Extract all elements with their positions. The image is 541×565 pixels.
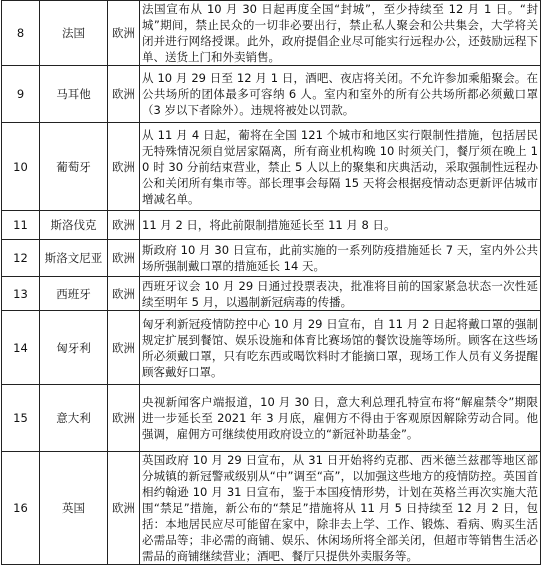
region-name: 欧洲 xyxy=(108,452,140,565)
row-number: 8 xyxy=(2,1,40,66)
table-row xyxy=(2,385,541,452)
table-row xyxy=(2,240,541,277)
country-name: 匈牙利 xyxy=(40,311,108,385)
country-name: 斯洛文尼亚 xyxy=(40,240,108,277)
country-name: 马耳他 xyxy=(40,66,108,123)
measure-description: 11 月 2 日，将此前限制措施延长至 11 月 8 日。 xyxy=(140,211,541,240)
country-name: 葡萄牙 xyxy=(40,123,108,211)
row-number: 10 xyxy=(2,123,40,211)
region-name: 欧洲 xyxy=(108,277,140,311)
row-number: 11 xyxy=(2,211,40,240)
country-name: 西班牙 xyxy=(40,277,108,311)
measure-description: 从 11 月 4 日起，葡将在全国 121 个城市和地区实行限制性措施，包括居民无特殊情况须自觉居家隔离，所有商业机构晚 10 时须关门，餐厅须在晚上 10 时 30 分前结束营业，禁止 5 人以上的聚集和庆典活动，采取强制性远程办公和关闭所有集市等。部长理事会每隔 15 天将会根据疫情动态更新评估城市增减名单。 xyxy=(140,123,541,211)
region-name: 欧洲 xyxy=(108,240,140,277)
row-number: 15 xyxy=(2,385,40,452)
measure-description: 法国宣布从 10 月 30 日起再度全国“封城”，至少持续至 12 月 1 日。“封城”期间，禁止民众的一切非必要出行，禁止私人聚会和公共集会，大学将关闭并进行网络授课。此外，政府提倡企业尽可能实行远程办公，还鼓励远程下单、送货上门和外卖销售。 xyxy=(140,1,541,66)
row-number: 13 xyxy=(2,277,40,311)
table-row xyxy=(2,311,541,385)
measure-description: 斯政府 10 月 30 日宣布，此前实施的一系列防疫措施延长 7 天，室内外公共场所强制戴口罩的措施延长 14 天。 xyxy=(140,240,541,277)
table-row xyxy=(2,1,541,66)
measure-description: 从 10 月 29 日至 12 月 1 日，酒吧、夜店将关闭。不允许参加乘船聚会。在公共场所的团体最多可容纳 6 人。室内和室外的所有公共场所都必须戴口罩（3 岁以下者除外）。违规将被处以罚款。 xyxy=(140,66,541,123)
region-name: 欧洲 xyxy=(108,385,140,452)
measure-description: 匈牙利新冠疫情防控中心 10 月 29 日宣布，自 11 月 2 日起将戴口罩的强制规定扩展到餐馆、娱乐设施和体育比赛场馆的餐饮设施等场所。顾客在这些场所必须戴口罩，只有吃东西或喝饮料时才能摘口罩，现场工作人员有义务提醒顾客戴好口罩。 xyxy=(140,311,541,385)
measures-table xyxy=(1,0,541,565)
region-name: 欧洲 xyxy=(108,1,140,66)
country-name: 斯洛伐克 xyxy=(40,211,108,240)
country-name: 法国 xyxy=(40,1,108,66)
table-row xyxy=(2,277,541,311)
region-name: 欧洲 xyxy=(108,211,140,240)
row-number: 14 xyxy=(2,311,40,385)
table-row xyxy=(2,66,541,123)
measure-description: 央视新闻客户端报道，10 月 30 日，意大利总理孔特宣布将“解雇禁令”期限进一步延长至 2021 年 3 月底，雇佣方不得由于客观原因解除劳动合同。他强调，雇佣方可继续使用政府设立的“新冠补助基金”。 xyxy=(140,385,541,452)
row-number: 16 xyxy=(2,452,40,565)
table-row xyxy=(2,452,541,565)
table-row xyxy=(2,123,541,211)
country-name: 英国 xyxy=(40,452,108,565)
region-name: 欧洲 xyxy=(108,311,140,385)
country-name: 意大利 xyxy=(40,385,108,452)
row-number: 9 xyxy=(2,66,40,123)
table-row xyxy=(2,211,541,240)
row-number: 12 xyxy=(2,240,40,277)
region-name: 欧洲 xyxy=(108,123,140,211)
measure-description: 西班牙议会 10 月 29 日通过投票表决，批准将目前的国家紧急状态一次性延续至明年 5 月，以遏制新冠病毒的传播。 xyxy=(140,277,541,311)
region-name: 欧洲 xyxy=(108,66,140,123)
measure-description: 英国政府 10 月 29 日宣布，从 31 日开始将约克郡、西米德兰兹郡等地区部分城镇的新冠警戒级别从“中”调至“高”，以加强这些地方的疫情防控。英国首相约翰逊 10 月 31 日宣布，鉴于本国疫情形势，计划在英格兰再次实施大范围“禁足”措施，新公布的“禁足”措施将从 11 月 5 日持续至 12 月 2 日，包括：本地居民应尽可能留在家中，除非去上学、工作、锻炼、看病、购买生活必需品等；非必需的商铺、娱乐、休闲场所将全部关闭，但超市等销售生活必需品的商铺继续营业；酒吧、餐厅只提供外卖服务等。 xyxy=(140,452,541,565)
